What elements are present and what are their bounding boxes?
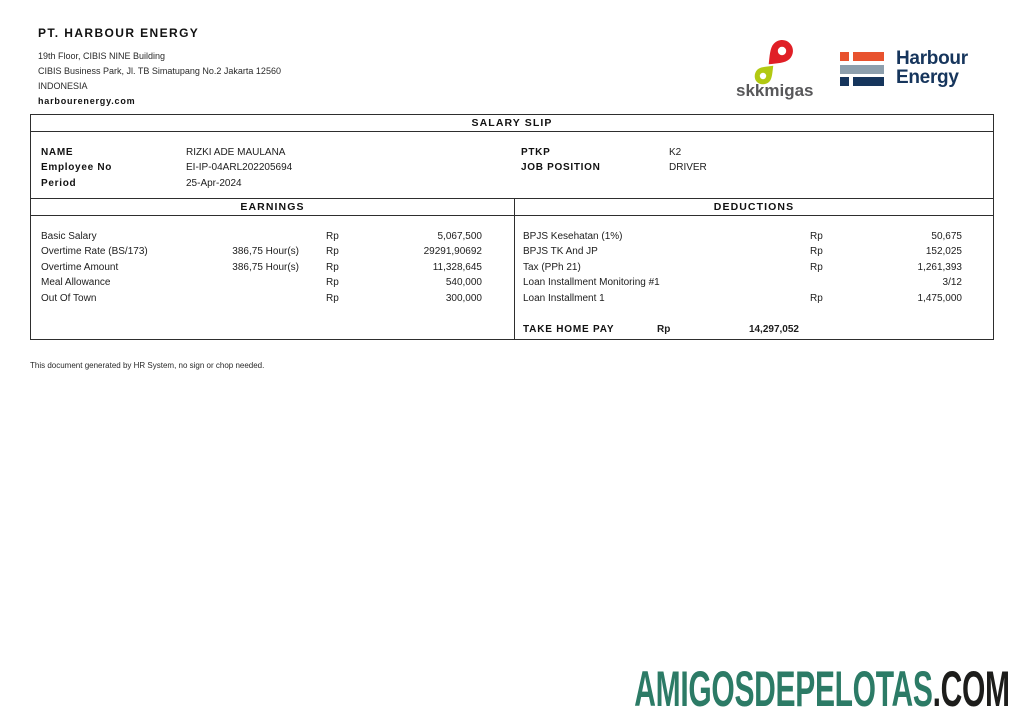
company-website: harbourenergy.com <box>38 96 136 106</box>
period-row <box>41 176 514 191</box>
employee-no-row <box>41 160 514 175</box>
job-position-row <box>521 160 993 175</box>
earning-label: Meal Allowance <box>41 277 111 289</box>
earnings-row <box>41 260 482 275</box>
salary-slip-table <box>30 114 994 340</box>
earning-amount: 29291,90692 <box>423 246 482 258</box>
deduction-label: Loan Installment 1 <box>523 292 605 304</box>
employee-name-label: NAME <box>41 147 74 158</box>
deductions-row <box>523 229 962 244</box>
take-home-pay-row <box>523 322 962 337</box>
site-watermark-name: AMIGOSDEPELOTAS <box>634 661 933 717</box>
earning-currency: Rp <box>326 292 339 304</box>
earning-amount: 540,000 <box>445 277 482 289</box>
company-address <box>38 49 281 94</box>
deduction-currency: Rp <box>810 292 823 304</box>
take-home-pay-currency: Rp <box>657 324 671 336</box>
earning-qty <box>181 229 299 244</box>
harbour-energy-wordmark <box>896 49 968 87</box>
earning-currency: Rp <box>326 261 339 273</box>
earnings-header: EARNINGS <box>240 201 305 213</box>
earnings-row <box>41 229 482 244</box>
columns-body <box>30 215 994 340</box>
deductions-row <box>523 275 962 290</box>
harbour-energy-wordmark-line1: Harbour <box>896 48 968 69</box>
period-value: 25-Apr-2024 <box>186 177 242 189</box>
site-watermark-tld: .COM <box>932 661 1010 717</box>
ptkp-value: K2 <box>669 147 682 158</box>
ptkp-row <box>521 145 993 160</box>
earning-currency: Rp <box>326 231 339 242</box>
skkmigas-wordmark: skkmigas <box>736 81 814 100</box>
employee-info-left <box>31 145 514 198</box>
deduction-currency: Rp <box>810 261 823 273</box>
employee-name-value: RIZKI ADE MAULANA <box>186 147 286 158</box>
deduction-amount: 1,475,000 <box>917 292 962 304</box>
earning-amount: 300,000 <box>445 292 482 304</box>
earning-amount: 5,067,500 <box>437 231 482 242</box>
ptkp-label: PTKP <box>521 147 551 158</box>
earnings-column <box>31 216 514 339</box>
site-watermark <box>634 661 1010 717</box>
employee-info-section <box>30 131 994 199</box>
deduction-label: BPJS TK And JP <box>523 246 598 258</box>
harbour-energy-logo <box>840 49 968 87</box>
deduction-currency <box>763 275 838 290</box>
take-home-pay-label: TAKE HOME PAY <box>523 324 615 336</box>
earning-amount: 11,328,645 <box>432 261 482 273</box>
employee-no-value: EI-IP-04ARL202205694 <box>186 162 293 174</box>
company-address-line1: 19th Floor, CIBIS NINE Building <box>38 51 166 61</box>
deduction-amount: 3/12 <box>942 277 962 289</box>
deductions-row <box>523 260 962 275</box>
deduction-amount: 152,025 <box>925 246 962 258</box>
earning-label: Basic Salary <box>41 231 97 242</box>
employee-no-label: Employee No <box>41 162 113 174</box>
deduction-amount: 50,675 <box>931 231 962 242</box>
earning-qty <box>181 275 299 290</box>
company-address-line2: CIBIS Business Park, Jl. TB Simatupang No.2 Jakarta 12560 <box>38 66 281 76</box>
deductions-row <box>523 291 962 306</box>
earning-label: Overtime Amount <box>41 261 119 273</box>
take-home-pay-amount: 14,297,052 <box>748 324 799 336</box>
company-header <box>38 26 281 106</box>
company-name: PT. HARBOUR ENERGY <box>38 26 200 40</box>
deduction-label: BPJS Kesehatan (1%) <box>523 231 623 242</box>
deductions-column <box>515 216 993 339</box>
skkmigas-logo <box>736 36 822 100</box>
deduction-amount: 1,261,393 <box>917 261 962 273</box>
period-label: Period <box>41 177 77 189</box>
earning-qty: 386,75 Hour(s) <box>232 246 299 258</box>
employee-info-right <box>514 145 993 198</box>
earning-qty: 386,75 Hour(s) <box>232 261 299 273</box>
generated-note: This document generated by HR System, no sign or chop needed. <box>30 361 265 370</box>
earnings-row <box>41 275 482 290</box>
slip-title: SALARY SLIP <box>471 117 553 129</box>
slip-title-bar <box>30 114 994 132</box>
columns-header-row <box>30 198 994 216</box>
earnings-row <box>41 244 482 259</box>
harbour-energy-wordmark-line2: Energy <box>896 67 959 88</box>
job-position-label: JOB POSITION <box>521 162 601 174</box>
deduction-currency: Rp <box>810 231 823 242</box>
job-position-value: DRIVER <box>669 162 707 174</box>
earning-label: Out Of Town <box>41 292 97 304</box>
earnings-row <box>41 291 482 306</box>
company-address-line3: INDONESIA <box>38 81 88 91</box>
employee-name-row <box>41 145 514 160</box>
deduction-currency: Rp <box>810 246 823 258</box>
harbour-energy-bars-icon <box>840 52 884 86</box>
deductions-row <box>523 244 962 259</box>
earning-label: Overtime Rate (BS/173) <box>41 246 148 258</box>
deduction-label: Loan Installment Monitoring #1 <box>523 277 660 289</box>
skkmigas-logo-icon <box>736 36 822 100</box>
earning-qty <box>181 291 299 306</box>
deduction-label: Tax (PPh 21) <box>523 261 581 273</box>
deductions-header: DEDUCTIONS <box>713 201 795 213</box>
earning-currency: Rp <box>326 277 339 289</box>
earning-currency: Rp <box>326 246 339 258</box>
